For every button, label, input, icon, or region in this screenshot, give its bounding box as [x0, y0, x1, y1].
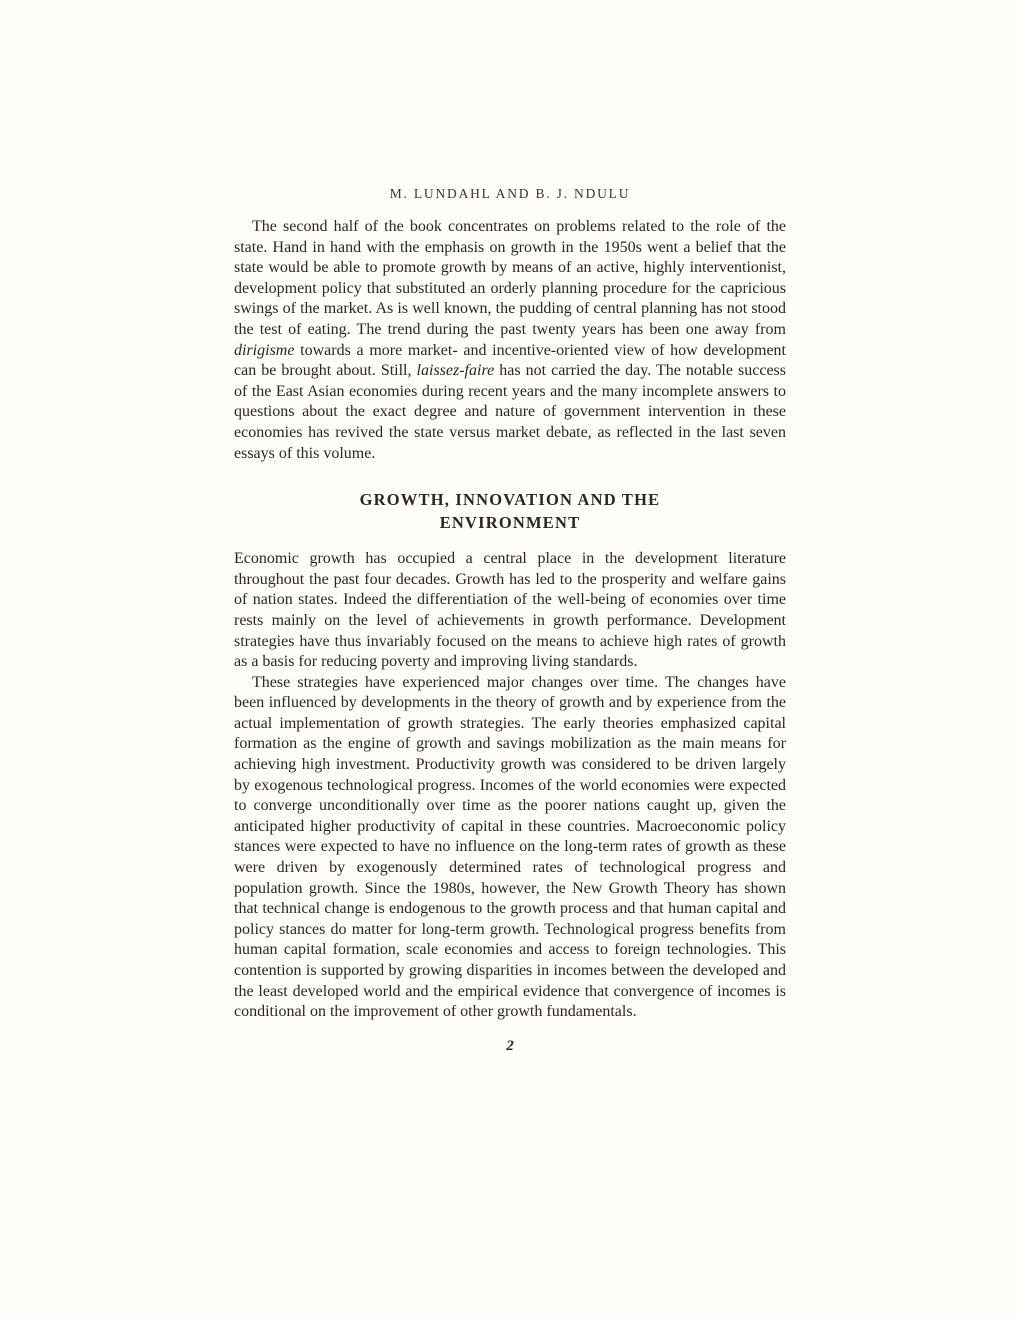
paragraph: Economic growth has occupied a central place in the development literature throughout the past four decades. Growth has led to the prosperity and welfare gains of nation states. Indeed the differentiation of the well-being of economies over time rests mainly on the level of achievements in growth performance. Development strategies have thus invariably focused on the means to achieve high rates of growth as a basis for reducing poverty and improving living standards. — [234, 550, 786, 671]
running-header: M. LUNDAHL AND B. J. NDULU — [389, 186, 631, 201]
page-number: 2 — [506, 1037, 514, 1054]
section-heading-line-2: ENVIRONMENT — [439, 513, 581, 533]
section-heading — [234, 488, 786, 534]
body-text — [234, 217, 786, 1023]
page-content — [234, 0, 786, 1055]
section-heading-line-1: GROWTH, INNOVATION AND THE — [359, 490, 661, 510]
paragraph: These strategies have experienced major changes over time. The changes have been influenced by developments in the theory of growth and by experience from the actual implementation of growth strategies. The early theories emphasized capital formation as the engine of growth and savings mobilization as the main means for achieving high investment. Productivity growth was considered to be driven largely by exogenous technological progress. Incomes of the world economies were expected to converge unconditionally over time as the poorer nations caught up, given the anticipated higher productivity of capital in these countries. Macroeconomic policy stances were expected to have no influence on the long-term rates of growth as these were driven by exogenously determined rates of technological progress and population growth. Since the 1980s, however, the New Growth Theory has shown that technical change is endogenous to the growth process and that human capital and policy stances do matter for long-term growth. Technological progress benefits from human capital formation, scale economies and access to foreign technologies. This contention is supported by growing disparities in incomes between the developed and the least developed world and the empirical evidence that convergence of incomes is conditional on the improvement of other growth fundamentals. — [234, 673, 786, 1021]
paragraph: The second half of the book concentrates on problems related to the role of the state. Hand in hand with the emphasis on growth in the 1950s went a belief that the state would be able to promote growth by means of an active, highly interventionist, development policy that substituted an orderly planning procedure for the capricious swings of the market. As is well known, the pudding of central planning has not stood the test of eating. The trend during the past twenty years has been one away from dirigisme towards a more market- and incentive-oriented view of how development can be brought about. Still, laissez-faire has not carried the day. The notable success of the East Asian economies during recent years and the many incomplete answers to questions about the exact degree and nature of government intervention in these economies has revived the state versus market debate, as reflected in the last seven essays of this volume. — [234, 218, 786, 462]
